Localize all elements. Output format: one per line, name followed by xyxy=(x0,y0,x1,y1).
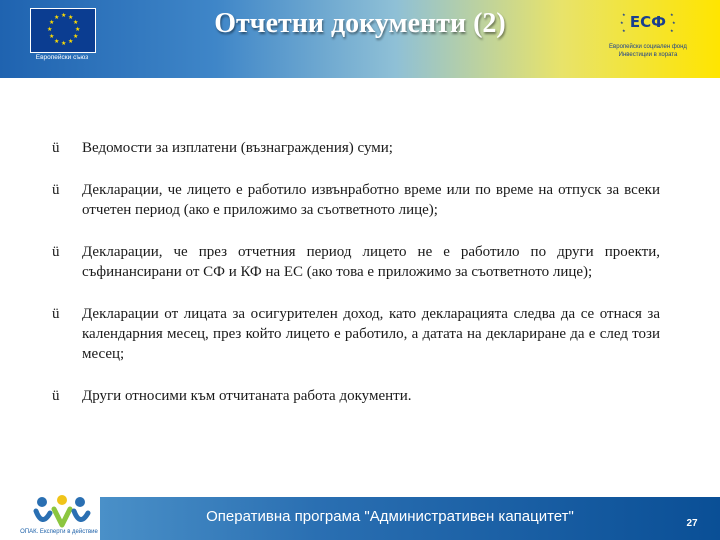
check-icon: ü xyxy=(52,388,60,404)
page-number: 27 xyxy=(686,518,698,529)
svg-text:★: ★ xyxy=(622,12,626,17)
program-title: Оперативна програма "Административен капацитет" xyxy=(206,508,574,525)
eu-stars-icon xyxy=(31,9,95,52)
svg-text:★: ★ xyxy=(670,28,674,33)
bullet-text: Други относими към отчитаната работа документи. xyxy=(82,388,412,404)
check-icon: ü xyxy=(52,244,60,260)
svg-text:★: ★ xyxy=(620,20,624,25)
svg-text:★: ★ xyxy=(73,19,79,26)
bullet-text: Ведомости за изплатени (възнаграждения) суми; xyxy=(82,140,393,156)
check-icon: ü xyxy=(52,140,60,156)
esf-logo-icon xyxy=(618,6,678,40)
bullet-list xyxy=(52,138,660,428)
svg-text:★: ★ xyxy=(54,14,60,21)
opak-label: ОПАК. Експерти в действие xyxy=(20,529,98,535)
svg-text:★: ★ xyxy=(61,40,67,47)
svg-text:★: ★ xyxy=(49,33,55,40)
list-item xyxy=(52,138,660,158)
esf-caption-line2: Инвестиции в хората xyxy=(618,52,678,58)
svg-text:★: ★ xyxy=(75,26,81,33)
list-item xyxy=(52,242,660,282)
list-item xyxy=(52,386,660,406)
esf-caption-line1: Европейски социален фонд xyxy=(609,44,687,50)
bullet-text: Декларации, че през отчетния период лицето не е работило по други проекти, съфинансирани от СФ и КФ на ЕС (ако това е приложимо за съответното лице); xyxy=(82,244,660,280)
svg-text:★: ★ xyxy=(68,14,74,21)
check-icon: ü xyxy=(52,182,60,198)
bullet-text: Декларации от лицата за осигурителен доход, като декларацията следва да се отнася за календарния месец, през който лицето е работило, а датата на деклариране да е след този месец; xyxy=(82,306,660,362)
slide-title: Отчетни документи (2) xyxy=(214,8,506,39)
bullet-text: Декларации, че лицето е работило извънработно време или по време на отпуск за всеки отчетен период (ако е приложимо за съответното лице); xyxy=(82,182,660,218)
opak-logo-icon xyxy=(30,493,100,531)
svg-text:★: ★ xyxy=(622,28,626,33)
svg-text:★: ★ xyxy=(47,26,53,33)
eu-flag-icon xyxy=(30,8,96,53)
svg-text:★: ★ xyxy=(670,12,674,17)
svg-text:★: ★ xyxy=(672,20,676,25)
svg-text:★: ★ xyxy=(73,33,79,40)
svg-text:★: ★ xyxy=(54,38,60,45)
eu-label: Европейски съюз xyxy=(35,54,89,61)
svg-text:★: ★ xyxy=(68,38,74,45)
check-icon: ü xyxy=(52,306,60,322)
esf-logo-text: ЕСФ xyxy=(629,13,667,31)
list-item xyxy=(52,180,660,220)
list-item xyxy=(52,304,660,364)
svg-text:★: ★ xyxy=(49,19,55,26)
svg-text:★: ★ xyxy=(61,12,67,19)
